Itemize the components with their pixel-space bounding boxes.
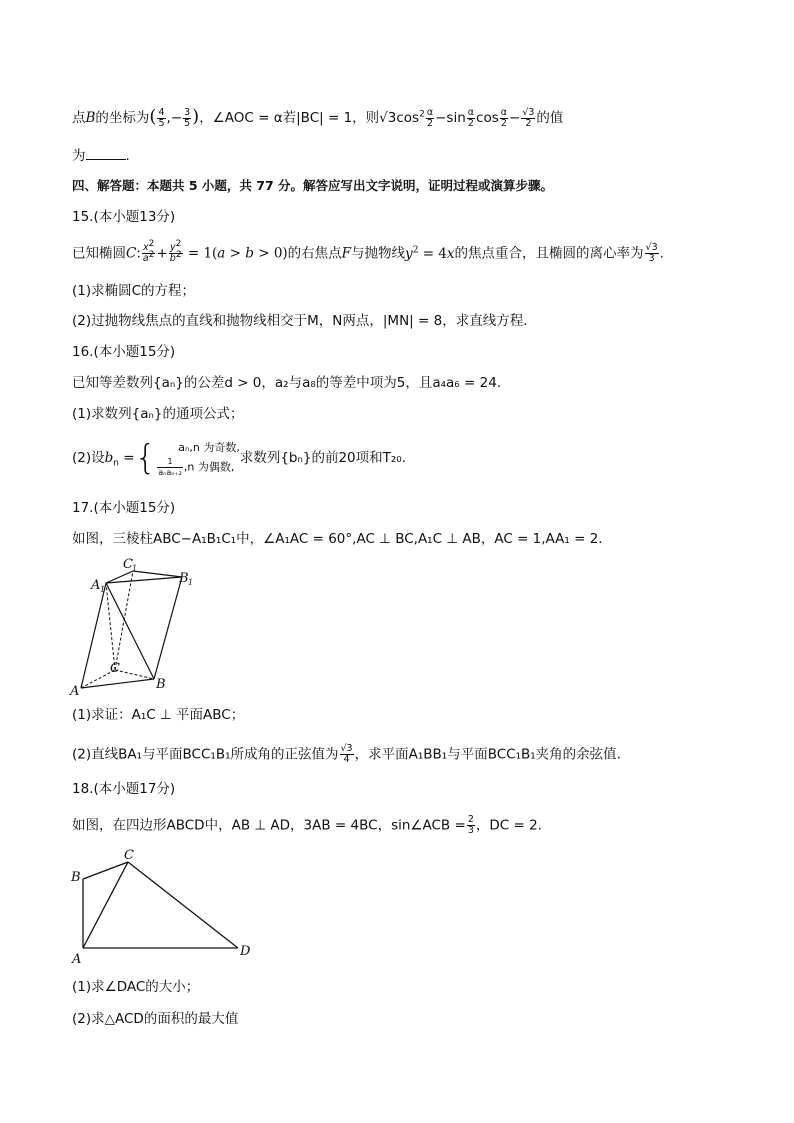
q16-header: 16.(本小题15分) (72, 344, 176, 360)
q14-text-d: 的值 (536, 110, 564, 126)
label-C1: C (123, 557, 133, 572)
q14-text-e: 为 (72, 148, 86, 164)
label-D: D (240, 944, 251, 959)
q16-part1: (1)求数列{aₙ}的通项公式； (72, 406, 244, 422)
section-heading: 四、解答题：本题共 5 小题，共 77 分。解答应写出文字说明，证明过程或演算步骤。 (72, 178, 554, 193)
q18-stem-b: ，DC = 2. (475, 817, 542, 834)
q14-text-b: 的坐标为 (95, 110, 150, 126)
q16-case2: ,n 为偶数, (183, 460, 235, 473)
q14-line2: 为 . (72, 145, 130, 166)
q15-header: 15.(本小题13分) (72, 209, 176, 225)
q14-text-a: 点 (72, 110, 86, 126)
label-B: B (71, 870, 81, 885)
q17-header: 17.(本小题15分) (72, 500, 176, 516)
q16-case1: aₙ,n 为奇数, (178, 440, 240, 454)
q15-part2: (2)过抛物线焦点的直线和抛物线相交于M，N两点，|MN| = 8，求直线方程. (72, 313, 528, 329)
label-A1: A (91, 578, 101, 593)
quadrilateral-figure (66, 845, 266, 967)
q18-stem: 如图，在四边形ABCD中，AB ⊥ AD，3AB = 4BC，sin∠ACB = $\frac{2}{3}$ ，DC = 2. (72, 814, 542, 836)
label-C1-sub: 1 (132, 564, 138, 573)
label-A1-sub: 1 (100, 585, 106, 594)
label-B1: B (179, 571, 189, 586)
q16-part2-a: (2)设 (72, 450, 105, 466)
q17-part2-a: (2)直线BA₁与平面BCC₁B₁所成角的正弦值为 (72, 746, 339, 763)
q15-stem-d: 的焦点重合，且椭圆的离心率为 (454, 245, 644, 262)
label-B: B (156, 677, 166, 692)
q15-stem: 已知椭圆C: $\frac{x^2}{a^2}$ + $\frac{y^2}{b^2}$ = 1(a > b > 0)的右焦点F与抛物线$y^2 = 4x$的焦点重合，且椭圆的离心率为 $\frac{√3}{3}$ . (72, 238, 664, 264)
q18-part1: (1)求∠DAC的大小； (72, 979, 200, 995)
q17-part2: (2)直线BA₁与平面BCC₁B₁所成角的正弦值为 $\frac{√3}{4}$ ，求平面A₁BB₁与平面BCC₁B₁夹角的余弦值. (72, 743, 621, 765)
q17-part2-b: ，求平面A₁BB₁与平面BCC₁B₁夹角的余弦值. (354, 746, 621, 763)
label-C: C (110, 661, 120, 676)
label-A: A (72, 952, 82, 967)
label-C: C (124, 848, 134, 863)
q16-part2-b: 求数列{bₙ}的前20项和T₂₀. (239, 450, 407, 466)
q15-stem-a: 已知椭圆 (72, 245, 126, 262)
prism-figure (66, 552, 206, 697)
answer-blank[interactable] (86, 145, 126, 160)
q18-part2: (2)求△ACD的面积的最大值 (72, 1011, 239, 1027)
q15-part1: (1)求椭圆C的方程； (72, 283, 196, 299)
q18-header: 18.(本小题17分) (72, 781, 176, 797)
q15-stem-b: 的右焦点 (287, 245, 342, 262)
label-B1-sub: 1 (188, 578, 194, 587)
q15-stem-c: 与抛物线 (351, 245, 406, 262)
q16-stem: 已知等差数列{aₙ}的公差d > 0，a₂与a₈的等差中项为5，且a₄a₆ = 24. (72, 375, 502, 391)
q17-stem: 如图，三棱柱ABC−A₁B₁C₁中，∠A₁AC = 60°,AC ⊥ BC,A₁C ⊥ AB，AC = 1,AA₁ = 2. (72, 531, 603, 547)
q17-part1: (1)求证：A₁C ⊥ 平面ABC； (72, 707, 245, 723)
q14-text-c: ，∠AOC = α若|BC| = 1，则 (199, 110, 380, 126)
q18-stem-a: 如图，在四边形ABCD中，AB ⊥ AD，3AB = 4BC，sin∠ACB = (72, 817, 466, 834)
q14-line1: 点B的坐标为( $\frac{4}{5}$ ,− $\frac{3}{5}$ )，∠AOC = α若|BC| = 1，则$√3\cos^2$ $\frac{\alpha}{2}$ −sin $\frac{\alpha}{2}$ cos $\frac{\alpha}{2}$ − $\frac{√3}{2}$ 的值 (72, 106, 564, 129)
q16-part2: (2)设$b_n$ ={ aₙ,n 为奇数, $\frac{1}{\text{aₙaₙ₊₂}}$ ,n 为偶数, 求数列{bₙ}的前20项和T₂₀. (72, 438, 407, 478)
label-A: A (70, 684, 80, 697)
